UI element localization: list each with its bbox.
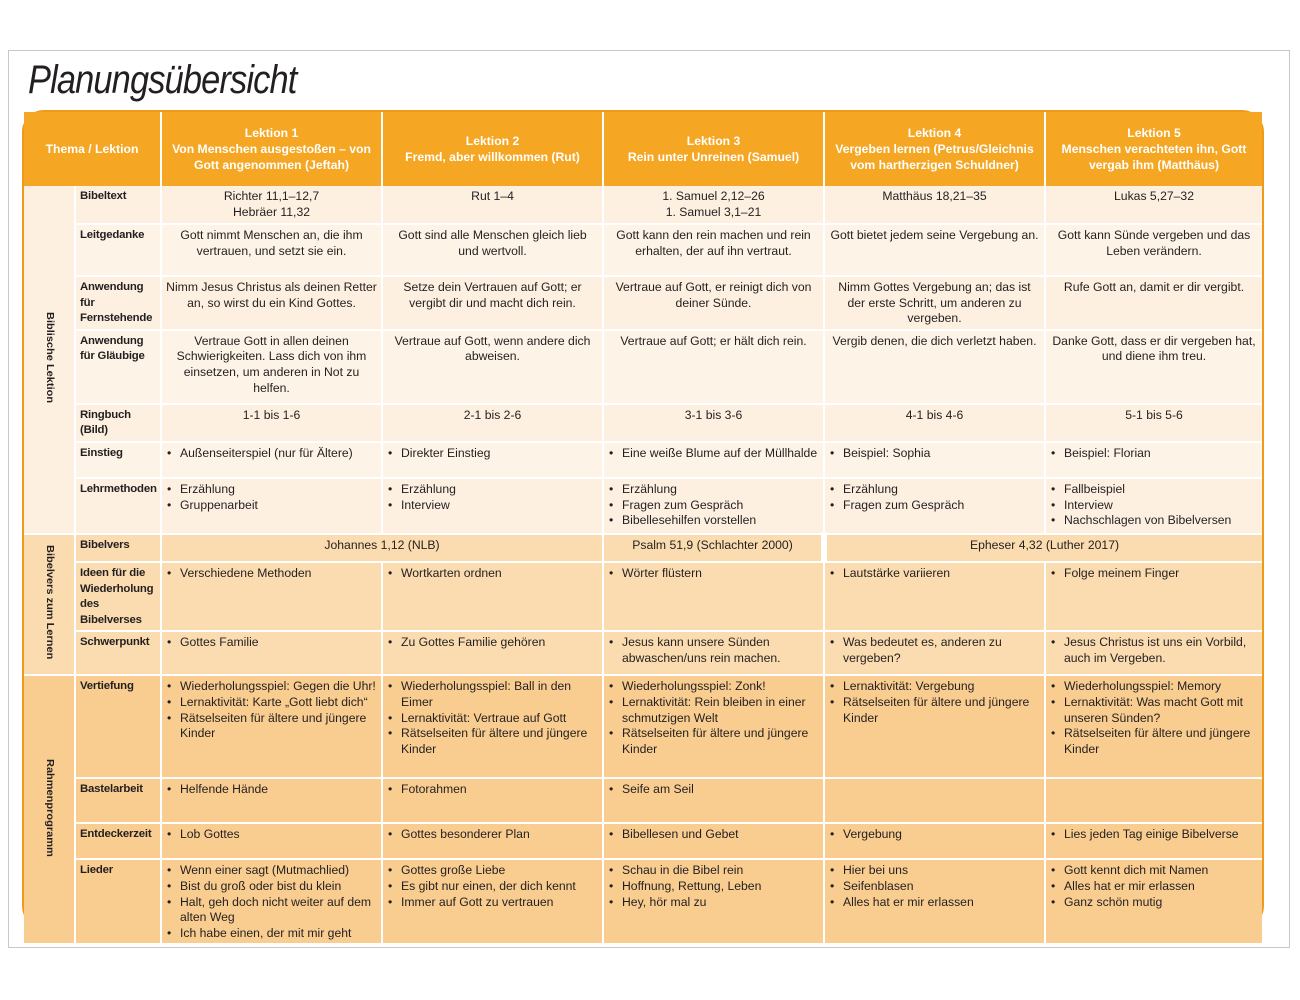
cell: • Fallbeispiel • Interview • Nachschlagen von Bibelversen bbox=[1045, 478, 1262, 534]
row-label: Bibelvers bbox=[75, 534, 161, 562]
header-row bbox=[24, 112, 1262, 186]
row-label: Anwendung für Gläubige bbox=[75, 330, 161, 404]
cell: Richter 11,1–12,7 Hebräer 11,32 bbox=[161, 186, 382, 224]
header-lesson-1: Lektion 1 Von Menschen ausgestoßen – von Gott angenommen (Jeftah) bbox=[161, 112, 382, 186]
cell: • Außenseiterspiel (nur für Ältere) bbox=[161, 442, 382, 478]
cell: 1. Samuel 2,12–26 1. Samuel 3,1–21 bbox=[603, 186, 824, 224]
cell: Psalm 51,9 (Schlachter 2000) bbox=[603, 534, 824, 562]
cell: • Helfende Hände bbox=[161, 778, 382, 823]
cell: Gott bietet jedem seine Vergebung an. bbox=[824, 224, 1045, 276]
cell: Gott kann Sünde vergeben und das Leben verändern. bbox=[1045, 224, 1262, 276]
cell: Matthäus 18,21–35 bbox=[824, 186, 1045, 224]
row-label: Leitgedanke bbox=[75, 224, 161, 276]
row-bibeltext bbox=[24, 186, 1262, 224]
header-lesson-4: Lektion 4 Vergeben lernen (Petrus/Gleichnis vom hartherzigen Schuldner) bbox=[824, 112, 1045, 186]
cell: • Wenn einer sagt (Mutmachlied) • Bist du groß oder bist du klein • Halt, geh doch nicht weiter auf dem alten Weg • Ich habe einen, der mit mir geht bbox=[161, 859, 382, 944]
cell: • Zu Gottes Familie gehören bbox=[382, 631, 603, 675]
row-label: Vertiefung bbox=[75, 675, 161, 778]
cell: Vertraue auf Gott, er reinigt dich von deiner Sünde. bbox=[603, 276, 824, 330]
row-fernstehende bbox=[24, 276, 1262, 330]
cell: • Eine weiße Blume auf der Müllhalde bbox=[603, 442, 824, 478]
cell: Rut 1–4 bbox=[382, 186, 603, 224]
cell: • Vergebung bbox=[824, 823, 1045, 859]
row-label: Bastelarbeit bbox=[75, 778, 161, 823]
section-bibelvers: Bibelvers zum Lernen bbox=[24, 534, 75, 675]
cell: • Jesus kann unsere Sünden abwaschen/uns rein machen. bbox=[603, 631, 824, 675]
cell: • Hier bei uns • Seifenblasen • Alles hat er mir erlassen bbox=[824, 859, 1045, 944]
row-vertiefung bbox=[24, 675, 1262, 778]
row-label: Ringbuch (Bild) bbox=[75, 404, 161, 442]
cell-empty bbox=[824, 778, 1045, 823]
cell: • Gottes Familie bbox=[161, 631, 382, 675]
cell: Rufe Gott an, damit er dir vergibt. bbox=[1045, 276, 1262, 330]
cell: • Wortkarten ordnen bbox=[382, 562, 603, 631]
cell: • Lob Gottes bbox=[161, 823, 382, 859]
cell: • Lernaktivität: Vergebung • Rätselseiten für ältere und jüngere Kinder bbox=[824, 675, 1045, 778]
cell: • Verschiedene Methoden bbox=[161, 562, 382, 631]
cell: Gott sind alle Menschen gleich lieb und wertvoll. bbox=[382, 224, 603, 276]
cell: • Bibellesen und Gebet bbox=[603, 823, 824, 859]
cell: • Direkter Einstieg bbox=[382, 442, 603, 478]
row-entdeckerzeit bbox=[24, 823, 1262, 859]
row-ringbuch bbox=[24, 404, 1262, 442]
row-label: Bibeltext bbox=[75, 186, 161, 224]
row-label: Einstieg bbox=[75, 442, 161, 478]
row-bastelarbeit bbox=[24, 778, 1262, 823]
cell: 3-1 bis 3-6 bbox=[603, 404, 824, 442]
row-bibelvers bbox=[24, 534, 1262, 562]
row-ideen bbox=[24, 562, 1262, 631]
header-lesson-3: Lektion 3 Rein unter Unreinen (Samuel) bbox=[603, 112, 824, 186]
cell: Vertraue auf Gott; er hält dich rein. bbox=[603, 330, 824, 404]
cell: • Erzählung • Fragen zum Gespräch • Bibellesehilfen vorstellen bbox=[603, 478, 824, 534]
row-label: Schwerpunkt bbox=[75, 631, 161, 675]
cell: • Lautstärke variieren bbox=[824, 562, 1045, 631]
cell: • Schau in die Bibel rein • Hoffnung, Rettung, Leben • Hey, hör mal zu bbox=[603, 859, 824, 944]
cell: • Gott kennt dich mit Namen • Alles hat er mir erlassen • Ganz schön mutig bbox=[1045, 859, 1262, 944]
cell: • Fotorahmen bbox=[382, 778, 603, 823]
row-schwerpunkt bbox=[24, 631, 1262, 675]
cell: • Wiederholungsspiel: Gegen die Uhr! • Lernaktivität: Karte „Gott liebt dich“ • Rätselseiten für ältere und jüngere Kinder bbox=[161, 675, 382, 778]
cell: • Seife am Seil bbox=[603, 778, 824, 823]
row-lieder bbox=[24, 859, 1262, 944]
row-label: Ideen für die Wiederholung des Bibelverses bbox=[75, 562, 161, 631]
cell: Johannes 1,12 (NLB) bbox=[161, 534, 603, 562]
cell: • Wiederholungsspiel: Zonk! • Lernaktivität: Rein bleiben in einer schmutzigen Welt • Rätselseiten für ältere und jüngere Kinder bbox=[603, 675, 824, 778]
row-label: Lehrmethoden bbox=[75, 478, 161, 534]
planning-table bbox=[22, 110, 1264, 940]
row-einstieg bbox=[24, 442, 1262, 478]
cell: Danke Gott, dass er dir vergeben hat, und diene ihm treu. bbox=[1045, 330, 1262, 404]
cell-empty bbox=[1045, 778, 1262, 823]
cell: Nimm Jesus Christus als deinen Retter an, so wirst du ein Kind Gottes. bbox=[161, 276, 382, 330]
row-label: Entdeckerzeit bbox=[75, 823, 161, 859]
cell: • Wiederholungsspiel: Memory • Lernaktivität: Was macht Gott mit unseren Sünden? • Rätselseiten für ältere und jüngere Kinder bbox=[1045, 675, 1262, 778]
header-corner: Thema / Lektion bbox=[24, 112, 161, 186]
cell: • Wörter flüstern bbox=[603, 562, 824, 631]
row-lehrmethoden bbox=[24, 478, 1262, 534]
cell: 1-1 bis 1-6 bbox=[161, 404, 382, 442]
cell: • Erzählung • Interview bbox=[382, 478, 603, 534]
cell: • Erzählung • Fragen zum Gespräch bbox=[824, 478, 1045, 534]
cell: 2-1 bis 2-6 bbox=[382, 404, 603, 442]
cell: • Was bedeutet es, anderen zu vergeben? bbox=[824, 631, 1045, 675]
cell: • Folge meinem Finger bbox=[1045, 562, 1262, 631]
cell: Setze dein Vertrauen auf Gott; er vergibt dir und macht dich rein. bbox=[382, 276, 603, 330]
cell: • Beispiel: Sophia bbox=[824, 442, 1045, 478]
cell: Vertraue auf Gott, wenn andere dich abweisen. bbox=[382, 330, 603, 404]
row-leitgedanke bbox=[24, 224, 1262, 276]
row-glaeubige bbox=[24, 330, 1262, 404]
cell: • Beispiel: Florian bbox=[1045, 442, 1262, 478]
cell: Lukas 5,27–32 bbox=[1045, 186, 1262, 224]
cell: 5-1 bis 5-6 bbox=[1045, 404, 1262, 442]
row-label: Lieder bbox=[75, 859, 161, 944]
header-lesson-5: Lektion 5 Menschen verachteten ihn, Gott vergab ihm (Matthäus) bbox=[1045, 112, 1262, 186]
cell: 4-1 bis 4-6 bbox=[824, 404, 1045, 442]
cell: • Gottes besonderer Plan bbox=[382, 823, 603, 859]
row-label: Anwendung für Fernstehende bbox=[75, 276, 161, 330]
cell: Epheser 4,32 (Luther 2017) bbox=[824, 534, 1262, 562]
cell: • Lies jeden Tag einige Bibelverse bbox=[1045, 823, 1262, 859]
header-lesson-2: Lektion 2 Fremd, aber willkommen (Rut) bbox=[382, 112, 603, 186]
cell: • Jesus Christus ist uns ein Vorbild, auch im Vergeben. bbox=[1045, 631, 1262, 675]
page-title: Planungsübersicht bbox=[28, 58, 297, 102]
section-biblische-lektion: Biblische Lektion bbox=[24, 186, 75, 534]
cell: • Erzählung • Gruppenarbeit bbox=[161, 478, 382, 534]
cell: Vergib denen, die dich verletzt haben. bbox=[824, 330, 1045, 404]
cell: Gott kann den rein machen und rein erhalten, der auf ihn vertraut. bbox=[603, 224, 824, 276]
cell: Gott nimmt Menschen an, die ihm vertrauen, und setzt sie ein. bbox=[161, 224, 382, 276]
section-rahmenprogramm: Rahmenprogramm bbox=[24, 675, 75, 944]
cell: Vertraue Gott in allen deinen Schwierigkeiten. Lass dich von ihm einsetzen, um anderen in Not zu helfen. bbox=[161, 330, 382, 404]
cell: • Gottes große Liebe • Es gibt nur einen, der dich kennt • Immer auf Gott zu vertrauen bbox=[382, 859, 603, 944]
cell: Nimm Gottes Vergebung an; das ist der erste Schritt, um anderen zu vergeben. bbox=[824, 276, 1045, 330]
cell: • Wiederholungsspiel: Ball in den Eimer • Lernaktivität: Vertraue auf Gott • Rätselseiten für ältere und jüngere Kinder bbox=[382, 675, 603, 778]
